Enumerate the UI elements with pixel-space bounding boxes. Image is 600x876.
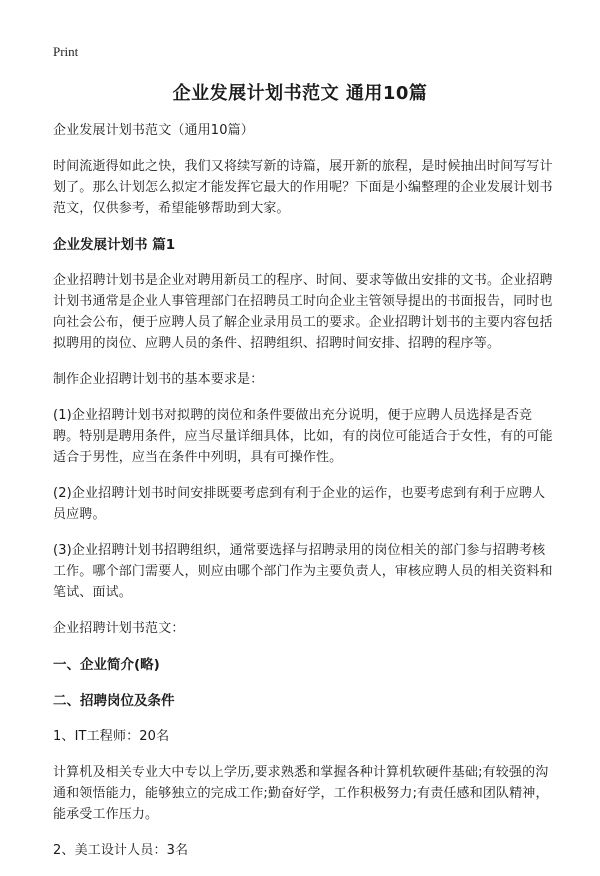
paragraph-requirements-intro: 制作企业招聘计划书的基本要求是：	[53, 372, 264, 387]
document-title: 企业发展计划书范文 通用10篇	[172, 83, 428, 104]
position-1-title: 1、IT工程师：20名	[53, 729, 170, 744]
requirement-2: (2)企业招聘计划书时间安排既要考虑到有利于企业的运作，也要考虑到有利于应聘人员应聘。	[53, 486, 546, 522]
intro-paragraph: 时间流逝得如此之快，我们又将续写新的诗篇，展开新的旅程，是时候抽出时间写写计划了。那么计划怎么拟定才能发挥它最大的作用呢？下面是小编整理的企业发展计划书范文，仅供参考，希望能够帮助到大家。	[53, 159, 553, 216]
paragraph-definition: 企业招聘计划书是企业对聘用新员工的程序、时间、要求等做出安排的文书。企业招聘计划书通常是企业人事管理部门在招聘员工时向企业主管领导提出的书面报告，同时也向社会公布，便于应聘人员了解企业录用员工的要求。企业招聘计划书的主要内容包括拟聘用的岗位、应聘人员的条件、招聘组织、招聘时间安排、招聘的程序等。	[53, 273, 553, 351]
print-link[interactable]: Print	[53, 44, 79, 59]
requirement-1: (1)企业招聘计划书对拟聘的岗位和条件要做出充分说明，便于应聘人员选择是否竞聘。特别是聘用条件，应当尽量详细具体，比如，有的岗位可能适合于女性，有的可能适合于男性，应当在条件中列明，具有可操作性。	[53, 408, 553, 465]
requirement-3: (3)企业招聘计划书招聘组织，通常要选择与招聘录用的岗位相关的部门参与招聘考核工作。哪个部门需要人，则应由哪个部门作为主要负责人，审核应聘人员的相关资料和笔试、面试。	[53, 543, 553, 600]
position-1-description: 计算机及相关专业大中专以上学历,要求熟悉和掌握各种计算机软硬件基础;有较强的沟通和领悟能力，能够独立的完成工作;勤奋好学，工作积极努力;有责任感和团队精神，能承受工作压力。	[53, 765, 549, 822]
subtitle: 企业发展计划书范文（通用10篇）	[53, 123, 254, 138]
heading-company-profile: 一、企业简介(略)	[53, 657, 160, 673]
sample-label: 企业招聘计划书范文：	[53, 621, 185, 636]
position-2-title: 2、美工设计人员：3名	[53, 843, 189, 858]
document-body	[53, 120, 553, 876]
heading-positions: 二、招聘岗位及条件	[53, 693, 175, 709]
section-heading: 企业发展计划书 篇1	[53, 237, 176, 253]
